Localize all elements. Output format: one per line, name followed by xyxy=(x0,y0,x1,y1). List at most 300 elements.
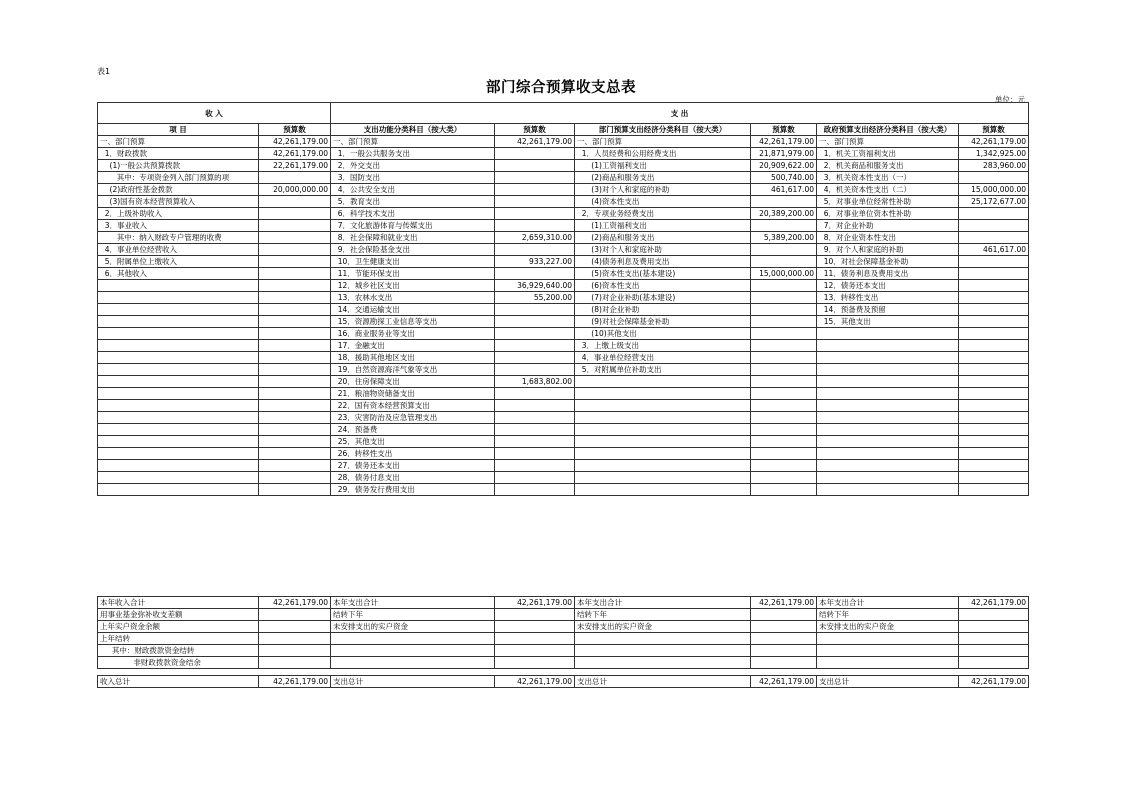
item-name-cell: 14．交通运输支出 xyxy=(331,304,495,316)
budget-amount-cell xyxy=(751,436,817,448)
item-name-cell xyxy=(817,645,959,657)
col-header-budget: 预算数 xyxy=(959,124,1029,136)
budget-amount-cell xyxy=(259,621,331,633)
budget-amount-cell xyxy=(959,436,1029,448)
item-name-cell: 24．预备费 xyxy=(331,424,495,436)
table-row xyxy=(98,304,1029,316)
budget-amount-cell: 36,929,640.00 xyxy=(495,280,575,292)
table-row xyxy=(98,388,1029,400)
item-name-cell: 19．自然资源海洋气象等支出 xyxy=(331,364,495,376)
item-name-cell: (8)对企业补助 xyxy=(575,304,751,316)
table-row xyxy=(98,232,1029,244)
table-row xyxy=(98,172,1029,184)
item-name-cell: 27．债务还本支出 xyxy=(331,460,495,472)
item-name-cell: 一、部门预算 xyxy=(575,136,751,148)
budget-amount-cell xyxy=(495,172,575,184)
totals-row xyxy=(98,657,1029,669)
item-name-cell: 支出总计 xyxy=(331,676,495,688)
item-name-cell: 6．其他收入 xyxy=(98,268,259,280)
budget-amount-cell: 1,342,925.00 xyxy=(959,148,1029,160)
item-name-cell: 3．机关资本性支出（一） xyxy=(817,172,959,184)
item-name-cell: (1)一般公共预算拨款 xyxy=(98,160,259,172)
budget-amount-cell: 42,261,179.00 xyxy=(259,676,331,688)
budget-amount-cell: 500,740.00 xyxy=(751,172,817,184)
budget-amount-cell xyxy=(751,400,817,412)
item-name-cell: 1．机关工资福利支出 xyxy=(817,148,959,160)
item-name-cell: 一、部门预算 xyxy=(817,136,959,148)
item-name-cell: 4．公共安全支出 xyxy=(331,184,495,196)
budget-amount-cell xyxy=(959,460,1029,472)
item-name-cell: 12．城乡社区支出 xyxy=(331,280,495,292)
budget-amount-cell xyxy=(751,621,817,633)
budget-amount-cell xyxy=(259,609,331,621)
budget-amount-cell: 1,683,802.00 xyxy=(495,376,575,388)
item-name-cell: (2)商品和服务支出 xyxy=(575,232,751,244)
item-name-cell: (3)国有资本经营预算收入 xyxy=(98,196,259,208)
item-name-cell xyxy=(98,292,259,304)
budget-amount-cell xyxy=(259,292,331,304)
table-row xyxy=(98,280,1029,292)
budget-amount-cell xyxy=(495,364,575,376)
budget-amount-cell xyxy=(495,268,575,280)
budget-amount-cell: 5,389,200.00 xyxy=(751,232,817,244)
item-name-cell xyxy=(98,364,259,376)
item-name-cell xyxy=(817,436,959,448)
item-name-cell: (3)对个人和家庭的补助 xyxy=(575,184,751,196)
item-name-cell: 本年支出合计 xyxy=(575,597,751,609)
item-name-cell: 上年实户资金余额 xyxy=(98,621,259,633)
item-name-cell xyxy=(817,484,959,496)
item-name-cell xyxy=(575,388,751,400)
budget-amount-cell: 461,617.00 xyxy=(959,244,1029,256)
budget-amount-cell xyxy=(495,316,575,328)
budget-amount-cell xyxy=(959,621,1029,633)
item-name-cell xyxy=(98,280,259,292)
item-name-cell xyxy=(98,484,259,496)
budget-amount-cell xyxy=(959,232,1029,244)
budget-amount-cell xyxy=(751,364,817,376)
item-name-cell xyxy=(98,328,259,340)
budget-amount-cell xyxy=(751,633,817,645)
item-name-cell xyxy=(575,436,751,448)
table-row xyxy=(98,448,1029,460)
table-row xyxy=(98,364,1029,376)
budget-amount-cell: 21,871,979.00 xyxy=(751,148,817,160)
item-name-cell: (10)其他支出 xyxy=(575,328,751,340)
item-name-cell: 9．社会保险基金支出 xyxy=(331,244,495,256)
budget-amount-cell xyxy=(259,232,331,244)
col-header-item: 项 目 xyxy=(98,124,259,136)
table-row xyxy=(98,184,1029,196)
budget-amount-cell xyxy=(751,376,817,388)
budget-amount-cell: 20,909,622.00 xyxy=(751,160,817,172)
item-name-cell xyxy=(817,424,959,436)
budget-amount-cell xyxy=(495,436,575,448)
item-name-cell xyxy=(575,376,751,388)
grand-total-table xyxy=(97,675,1029,688)
budget-amount-cell: 42,261,179.00 xyxy=(751,597,817,609)
item-name-cell: 16．商业服务业等支出 xyxy=(331,328,495,340)
table-row xyxy=(98,472,1029,484)
budget-amount-cell xyxy=(259,268,331,280)
table-row xyxy=(98,160,1029,172)
item-name-cell: 22．国有资本经营预算支出 xyxy=(331,400,495,412)
budget-amount-cell xyxy=(495,657,575,669)
budget-amount-cell xyxy=(751,256,817,268)
budget-amount-cell: 22,261,179.00 xyxy=(259,160,331,172)
table-row xyxy=(98,256,1029,268)
budget-amount-cell xyxy=(751,292,817,304)
col-header-budget: 预算数 xyxy=(495,124,575,136)
item-name-cell: 本年支出合计 xyxy=(331,597,495,609)
table-row xyxy=(98,376,1029,388)
item-name-cell: 29．债务发行费用支出 xyxy=(331,484,495,496)
budget-amount-cell xyxy=(259,472,331,484)
item-name-cell: 5．教育支出 xyxy=(331,196,495,208)
page-title: 部门综合预算收支总表 xyxy=(486,79,636,96)
item-name-cell xyxy=(817,460,959,472)
budget-amount-cell xyxy=(259,256,331,268)
item-name-cell xyxy=(575,645,751,657)
budget-amount-cell xyxy=(959,352,1029,364)
item-name-cell: 2．机关商品和服务支出 xyxy=(817,160,959,172)
item-name-cell: 4．事业单位经营支出 xyxy=(575,352,751,364)
budget-amount-cell xyxy=(751,657,817,669)
item-name-cell xyxy=(98,460,259,472)
table-row xyxy=(98,424,1029,436)
budget-amount-cell xyxy=(495,244,575,256)
item-name-cell xyxy=(575,412,751,424)
item-name-cell: 1．一般公共服务支出 xyxy=(331,148,495,160)
totals-row xyxy=(98,609,1029,621)
budget-amount-cell xyxy=(259,196,331,208)
budget-amount-cell: 42,261,179.00 xyxy=(751,136,817,148)
table-row xyxy=(98,208,1029,220)
budget-amount-cell xyxy=(959,268,1029,280)
budget-amount-cell xyxy=(959,328,1029,340)
table-row xyxy=(98,484,1029,496)
table-row xyxy=(98,400,1029,412)
item-name-cell xyxy=(817,376,959,388)
item-name-cell: 2．专项业务经费支出 xyxy=(575,208,751,220)
grand-total-row xyxy=(98,676,1029,688)
header-row-section xyxy=(98,103,1029,124)
item-name-cell xyxy=(575,424,751,436)
budget-amount-cell xyxy=(751,328,817,340)
budget-amount-cell xyxy=(495,448,575,460)
item-name-cell xyxy=(575,448,751,460)
col-header-func-class: 支出功能分类科目（按大类） xyxy=(331,124,495,136)
item-name-cell: (6)资本性支出 xyxy=(575,280,751,292)
item-name-cell xyxy=(817,472,959,484)
table-row xyxy=(98,196,1029,208)
item-name-cell: 8．社会保障和就业支出 xyxy=(331,232,495,244)
table-row xyxy=(98,268,1029,280)
budget-amount-cell xyxy=(959,388,1029,400)
budget-amount-cell xyxy=(259,436,331,448)
item-name-cell: 14．预备费及预留 xyxy=(817,304,959,316)
budget-amount-cell xyxy=(259,280,331,292)
expense-section-header: 支 出 xyxy=(331,103,1029,124)
item-name-cell: (3)对个人和家庭补助 xyxy=(575,244,751,256)
budget-main-table xyxy=(97,102,1029,496)
budget-amount-cell xyxy=(259,448,331,460)
budget-amount-cell: 15,000,000.00 xyxy=(959,184,1029,196)
table-row xyxy=(98,220,1029,232)
item-name-cell: 9．对个人和家庭的补助 xyxy=(817,244,959,256)
budget-amount-cell xyxy=(259,484,331,496)
table-row xyxy=(98,328,1029,340)
header-row-columns xyxy=(98,124,1029,136)
budget-amount-cell xyxy=(751,196,817,208)
item-name-cell xyxy=(98,412,259,424)
totals-row xyxy=(98,597,1029,609)
item-name-cell xyxy=(331,657,495,669)
item-name-cell: 3．国防支出 xyxy=(331,172,495,184)
item-name-cell xyxy=(817,388,959,400)
budget-amount-cell xyxy=(495,160,575,172)
budget-amount-cell xyxy=(495,400,575,412)
item-name-cell: 未安排支出的实户资金 xyxy=(331,621,495,633)
table-row xyxy=(98,436,1029,448)
col-header-gov-econ-class: 政府预算支出经济分类科目（按大类） xyxy=(817,124,959,136)
budget-amount-cell xyxy=(959,304,1029,316)
item-name-cell xyxy=(98,424,259,436)
item-name-cell: 5．对事业单位经常性补助 xyxy=(817,196,959,208)
item-name-cell: 一、部门预算 xyxy=(331,136,495,148)
budget-amount-cell xyxy=(751,484,817,496)
item-name-cell: 一、部门预算 xyxy=(98,136,259,148)
item-name-cell: 10．卫生健康支出 xyxy=(331,256,495,268)
budget-amount-cell: 933,227.00 xyxy=(495,256,575,268)
budget-amount-cell: 42,261,179.00 xyxy=(259,597,331,609)
item-name-cell: 7．文化旅游体育与传媒支出 xyxy=(331,220,495,232)
budget-amount-cell xyxy=(751,388,817,400)
budget-amount-cell xyxy=(259,208,331,220)
item-name-cell xyxy=(575,633,751,645)
item-name-cell xyxy=(331,645,495,657)
item-name-cell: 3．事业收入 xyxy=(98,220,259,232)
budget-amount-cell: 25,172,677.00 xyxy=(959,196,1029,208)
item-name-cell xyxy=(98,352,259,364)
totals-table xyxy=(97,596,1029,669)
budget-amount-cell xyxy=(751,609,817,621)
item-name-cell: 本年支出合计 xyxy=(817,597,959,609)
item-name-cell xyxy=(98,448,259,460)
budget-amount-cell: 42,261,179.00 xyxy=(495,676,575,688)
budget-amount-cell xyxy=(959,412,1029,424)
item-name-cell: 支出总计 xyxy=(575,676,751,688)
budget-amount-cell xyxy=(959,424,1029,436)
item-name-cell: 13．转移性支出 xyxy=(817,292,959,304)
budget-amount-cell xyxy=(259,633,331,645)
table-row xyxy=(98,136,1029,148)
budget-amount-cell xyxy=(259,424,331,436)
budget-amount-cell xyxy=(959,172,1029,184)
item-name-cell: 4．事业单位经营收入 xyxy=(98,244,259,256)
budget-amount-cell: 20,389,200.00 xyxy=(751,208,817,220)
budget-amount-cell xyxy=(751,304,817,316)
item-name-cell: (1)工资福利支出 xyxy=(575,220,751,232)
item-name-cell xyxy=(817,657,959,669)
unit-label: 单位：元 xyxy=(995,95,1025,104)
budget-amount-cell xyxy=(959,256,1029,268)
item-name-cell: 支出总计 xyxy=(817,676,959,688)
item-name-cell xyxy=(331,633,495,645)
item-name-cell xyxy=(98,388,259,400)
budget-amount-cell xyxy=(751,340,817,352)
budget-amount-cell xyxy=(959,657,1029,669)
budget-amount-cell xyxy=(495,460,575,472)
budget-amount-cell xyxy=(959,208,1029,220)
totals-row xyxy=(98,621,1029,633)
budget-amount-cell xyxy=(259,340,331,352)
budget-amount-cell xyxy=(751,352,817,364)
budget-amount-cell xyxy=(959,633,1029,645)
item-name-cell xyxy=(817,400,959,412)
budget-amount-cell xyxy=(259,645,331,657)
item-name-cell xyxy=(98,340,259,352)
budget-amount-cell xyxy=(751,316,817,328)
budget-amount-cell xyxy=(959,364,1029,376)
item-name-cell xyxy=(575,460,751,472)
budget-amount-cell xyxy=(259,412,331,424)
budget-amount-cell xyxy=(259,364,331,376)
item-name-cell xyxy=(817,412,959,424)
item-name-cell: 5．附属单位上缴收入 xyxy=(98,256,259,268)
table-number-label: 表1 xyxy=(97,67,111,76)
item-name-cell: (7)对企业补助(基本建设) xyxy=(575,292,751,304)
table-row xyxy=(98,460,1029,472)
col-header-budget: 预算数 xyxy=(259,124,331,136)
budget-amount-cell: 2,659,310.00 xyxy=(495,232,575,244)
item-name-cell: 3．上缴上级支出 xyxy=(575,340,751,352)
budget-amount-cell xyxy=(495,388,575,400)
budget-amount-cell xyxy=(959,645,1029,657)
budget-amount-cell xyxy=(959,292,1029,304)
totals-row xyxy=(98,633,1029,645)
item-name-cell: 非财政拨款资金结余 xyxy=(98,657,259,669)
item-name-cell: 20．住房保障支出 xyxy=(331,376,495,388)
item-name-cell: 6．对事业单位资本性补助 xyxy=(817,208,959,220)
income-section-header: 收 入 xyxy=(98,103,331,124)
budget-amount-cell: 42,261,179.00 xyxy=(259,136,331,148)
item-name-cell: (2)商品和服务支出 xyxy=(575,172,751,184)
item-name-cell: 其中：纳入财政专户管理的收费 xyxy=(98,232,259,244)
budget-amount-cell xyxy=(751,460,817,472)
budget-amount-cell: 42,261,179.00 xyxy=(495,597,575,609)
budget-amount-cell xyxy=(495,484,575,496)
item-name-cell: 2．外交支出 xyxy=(331,160,495,172)
table-row xyxy=(98,292,1029,304)
item-name-cell: 18．援助其他地区支出 xyxy=(331,352,495,364)
budget-amount-cell xyxy=(751,424,817,436)
item-name-cell xyxy=(817,633,959,645)
budget-amount-cell: 20,000,000.00 xyxy=(259,184,331,196)
budget-amount-cell xyxy=(495,196,575,208)
item-name-cell xyxy=(575,657,751,669)
budget-amount-cell xyxy=(495,621,575,633)
budget-amount-cell xyxy=(751,280,817,292)
item-name-cell: 8．对企业资本性支出 xyxy=(817,232,959,244)
item-name-cell: (4)资本性支出 xyxy=(575,196,751,208)
budget-amount-cell xyxy=(259,304,331,316)
item-name-cell: (1)工资福利支出 xyxy=(575,160,751,172)
item-name-cell: 未安排支出的实户资金 xyxy=(817,621,959,633)
budget-amount-cell xyxy=(259,220,331,232)
item-name-cell: 11．节能环保支出 xyxy=(331,268,495,280)
budget-amount-cell xyxy=(751,412,817,424)
item-name-cell: (5)资本性支出(基本建设) xyxy=(575,268,751,280)
budget-amount-cell xyxy=(259,657,331,669)
table-row xyxy=(98,244,1029,256)
item-name-cell xyxy=(98,400,259,412)
budget-amount-cell: 42,261,179.00 xyxy=(495,136,575,148)
budget-amount-cell: 42,261,179.00 xyxy=(751,676,817,688)
budget-amount-cell xyxy=(959,484,1029,496)
item-name-cell: 26．转移性支出 xyxy=(331,448,495,460)
table-row xyxy=(98,352,1029,364)
item-name-cell: 结转下年 xyxy=(817,609,959,621)
item-name-cell: 23．灾害防治及应急管理支出 xyxy=(331,412,495,424)
item-name-cell xyxy=(817,328,959,340)
budget-amount-cell xyxy=(259,244,331,256)
budget-amount-cell xyxy=(495,645,575,657)
item-name-cell: 11．债务利息及费用支出 xyxy=(817,268,959,280)
item-name-cell xyxy=(817,364,959,376)
item-name-cell: 上年结转 xyxy=(98,633,259,645)
item-name-cell: 4．机关资本性支出（二） xyxy=(817,184,959,196)
budget-amount-cell: 42,261,179.00 xyxy=(959,136,1029,148)
item-name-cell: 15．资源勘探工业信息等支出 xyxy=(331,316,495,328)
budget-amount-cell xyxy=(259,376,331,388)
item-name-cell: 6．科学技术支出 xyxy=(331,208,495,220)
item-name-cell: (4)债务利息及费用支出 xyxy=(575,256,751,268)
item-name-cell: 1．财政拨款 xyxy=(98,148,259,160)
budget-amount-cell xyxy=(959,340,1029,352)
budget-amount-cell xyxy=(495,208,575,220)
item-name-cell: 13．农林水支出 xyxy=(331,292,495,304)
item-name-cell: 结转下年 xyxy=(331,609,495,621)
budget-amount-cell xyxy=(259,460,331,472)
item-name-cell xyxy=(817,352,959,364)
budget-amount-cell xyxy=(751,220,817,232)
col-header-budget: 预算数 xyxy=(751,124,817,136)
budget-amount-cell xyxy=(751,448,817,460)
budget-amount-cell xyxy=(259,172,331,184)
item-name-cell xyxy=(98,304,259,316)
budget-amount-cell xyxy=(959,316,1029,328)
item-name-cell: 5．对附属单位补助支出 xyxy=(575,364,751,376)
item-name-cell: 15．其他支出 xyxy=(817,316,959,328)
item-name-cell: 未安排支出的实户资金 xyxy=(575,621,751,633)
budget-amount-cell xyxy=(495,328,575,340)
budget-amount-cell xyxy=(495,424,575,436)
item-name-cell: (2)政府性基金拨款 xyxy=(98,184,259,196)
item-name-cell: 其中：专项资金列入部门预算的项 xyxy=(98,172,259,184)
budget-amount-cell xyxy=(259,388,331,400)
col-header-dept-econ-class: 部门预算支出经济分类科目（按大类） xyxy=(575,124,751,136)
budget-amount-cell xyxy=(959,609,1029,621)
budget-amount-cell xyxy=(959,448,1029,460)
budget-amount-cell xyxy=(495,609,575,621)
budget-amount-cell xyxy=(959,400,1029,412)
table-row xyxy=(98,148,1029,160)
item-name-cell: 21．粮油物资储备支出 xyxy=(331,388,495,400)
budget-amount-cell: 283,960.00 xyxy=(959,160,1029,172)
item-name-cell xyxy=(575,484,751,496)
budget-amount-cell xyxy=(259,316,331,328)
